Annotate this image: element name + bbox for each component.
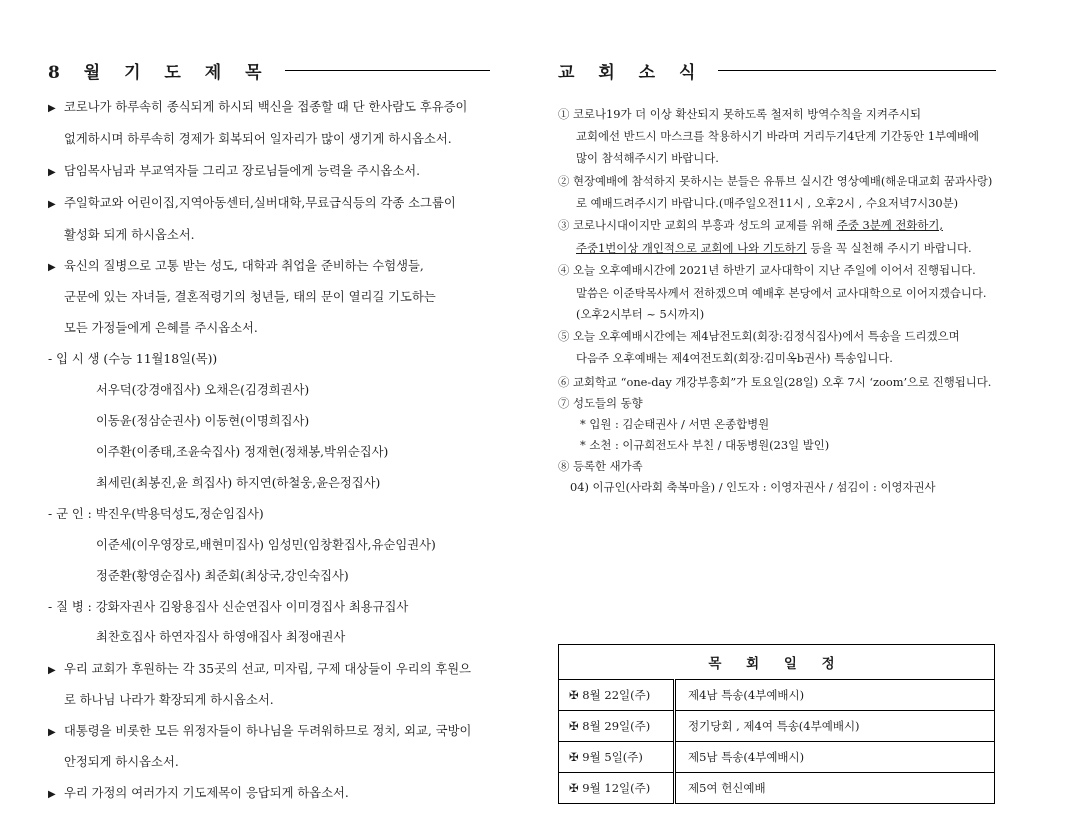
news-line-text: 교회에선 반드시 마스크를 착용하시기 바라며 거리두기4단계 기간동안 1부예배에 (576, 129, 979, 143)
schedule-date: ✠ 9월 5일(주) (559, 742, 675, 773)
prayer-line-text: 대통령을 비롯한 모든 위정자들이 하나님을 두려워하므로 정치, 외교, 국방이 (64, 724, 472, 738)
schedule-date: ✠ 8월 22일(주) (559, 680, 675, 711)
prayer-line-text: 육신의 질병으로 고통 받는 성도, 대학과 취업을 준비하는 수험생들, (64, 259, 424, 273)
news-line-text: 많이 참석해주시기 바랍니다. (576, 151, 719, 165)
news-line (576, 240, 972, 256)
news-line-text: 04) 이규인(사라회 축복마을) / 인도자 : 이영자권사 / 섬김이 : 이영자권사 (570, 480, 936, 494)
prayer-line-text: 이동윤(정삼순권사) 이동현(이명희집사) (96, 414, 310, 428)
prayer-line (48, 722, 471, 742)
triangle-bullet-icon: ▶ (48, 199, 56, 210)
prayer-line-text: 이준세(이우영장로,배현미집사) 임성민(임창환집사,유순임권사) (96, 538, 436, 552)
prayer-line (64, 319, 258, 337)
prayer-line (64, 288, 436, 306)
triangle-bullet-icon: ▶ (48, 727, 56, 738)
prayer-line (96, 536, 436, 554)
news-line-text: 말씀은 이준탁목사께서 전하겠으며 예배후 본당에서 교사대학으로 이어지겠습니다. (576, 286, 987, 300)
news-underlined-text: 주중1번이상 개인적으로 교회에 나와 기도하기 (576, 241, 807, 255)
prayer-line (64, 753, 179, 771)
news-line (576, 306, 704, 322)
schedule-row (559, 773, 995, 804)
news-line-text: * 소천 : 이규희전도사 부친 / 대동병원(23일 발인) (580, 438, 830, 452)
news-line-text: ② 현장예배에 참석하지 못하시는 분들은 유튜브 실시간 영상예배(해운대교회 꿈과사랑) (558, 174, 993, 188)
prayer-line (96, 381, 309, 399)
news-line-text: * 입원 : 김순태권사 / 서면 온종합병원 (580, 417, 770, 431)
prayer-line-text: 정준환(황영순집사) 최준회(최상국,강인숙집사) (96, 569, 349, 583)
prayer-line (48, 660, 471, 680)
triangle-bullet-icon: ▶ (48, 167, 56, 178)
triangle-bullet-icon: ▶ (48, 665, 56, 676)
prayer-line-text: - 군 인 : 박진우(박용덕성도,정순임집사) (48, 507, 264, 521)
news-line (576, 195, 958, 211)
news-line (576, 128, 979, 144)
news-line (580, 416, 769, 432)
news-line (558, 217, 943, 233)
news-line-text: ① 코로나19가 더 이상 확산되지 못하도록 철저히 방역수칙을 지켜주시되 (558, 107, 921, 121)
prayer-title: 8 월 기 도 제 목 (48, 63, 271, 83)
prayer-line (48, 784, 349, 804)
schedule-header-row (559, 645, 995, 680)
prayer-line-text: 로 하나님 나라가 확장되게 하시옵소서. (64, 693, 274, 707)
prayer-line (48, 162, 420, 182)
schedule-event: 정기당회 , 제4여 특송(4부예배시) (675, 711, 995, 742)
prayer-line-text: 최세린(최봉진,윤 희집사) 하지연(하철웅,윤은정집사) (96, 476, 381, 490)
news-line-text: ⑤ 오늘 오후예배시간에는 제4남전도회(회장:김정식집사)에서 특송을 드리겠으며 (558, 329, 960, 343)
news-line (576, 150, 719, 166)
schedule-row (559, 680, 995, 711)
news-line-text: ④ 오늘 오후예배시간에 2021년 하반기 교사대학이 지난 주일에 이어서 진행됩니다. (558, 263, 976, 277)
schedule-date: ✠ 8월 29일(주) (559, 711, 675, 742)
news-line (558, 328, 960, 344)
prayer-line (48, 598, 408, 616)
prayer-line-text: 주일학교와 어린이집,지역아동센터,실버대학,무료급식등의 각종 소그룹이 (64, 196, 456, 210)
prayer-line-text: 담임목사님과 부교역자들 그리고 장로님들에게 능력을 주시옵소서. (64, 164, 421, 178)
prayer-header (48, 58, 490, 83)
news-line (576, 350, 893, 366)
news-line-text: 다음주 오후예배는 제4여전도회(회장:김미옥b권사) 특송입니다. (576, 351, 893, 365)
prayer-line (48, 257, 424, 277)
prayer-line (48, 505, 264, 523)
news-line (558, 106, 921, 122)
triangle-bullet-icon: ▶ (48, 103, 56, 114)
prayer-line-text: 최찬호집사 하연자집사 하영애집사 최정애권사 (96, 630, 346, 644)
prayer-line-text: 활성화 되게 하시옵소서. (64, 228, 195, 242)
news-line (576, 285, 986, 301)
news-line (558, 458, 643, 474)
news-line (570, 479, 935, 495)
news-line (580, 437, 829, 453)
prayer-line-text: 안정되게 하시옵소서. (64, 755, 179, 769)
prayer-line (96, 567, 349, 585)
prayer-line (64, 130, 452, 148)
prayer-line-text: 서우덕(강경애집사) 오채은(김경희권사) (96, 383, 310, 397)
prayer-line (96, 443, 388, 461)
prayer-line (64, 691, 274, 709)
prayer-line (48, 350, 217, 368)
news-title-rule (718, 70, 996, 71)
schedule-date: ✠ 9월 12일(주) (559, 773, 675, 804)
prayer-line (96, 412, 309, 430)
triangle-bullet-icon: ▶ (48, 262, 56, 273)
prayer-line-text: - 입 시 생 (수능 11월18일(목)) (48, 352, 218, 366)
news-line-text: ⑥ 교회학교 “one-day 개강부흥회”가 토요일(28일) 오후 7시 ‘zoom’으로 진행됩니다. (558, 375, 992, 389)
news-underlined-text: 주중 3분께 전화하기, (836, 218, 943, 232)
schedule-row (559, 711, 995, 742)
news-line-text: ⑧ 등록한 새가족 (558, 459, 643, 473)
schedule-event: 제5남 특송(4부예배시) (675, 742, 995, 773)
prayer-line (48, 194, 456, 214)
news-line (558, 262, 976, 278)
prayer-line-text: 군문에 있는 자녀들, 결혼적령기의 청년들, 태의 문이 열리길 기도하는 (64, 290, 436, 304)
news-line-text: (오후2시부터 ~ 5시까지) (576, 307, 705, 321)
news-line (558, 374, 991, 390)
schedule-event: 제5여 헌신예배 (675, 773, 995, 804)
schedule-event: 제4남 특송(4부예배시) (688, 688, 805, 702)
prayer-line (48, 98, 467, 118)
news-line (558, 395, 643, 411)
news-line-text: ⑦ 성도들의 동향 (558, 396, 643, 410)
prayer-title-rule (285, 70, 490, 71)
prayer-line-text: 이주환(이종태,조윤숙집사) 정재현(정채봉,박위순집사) (96, 445, 389, 459)
news-line-text: 로 예배드려주시기 바랍니다.(매주일오전11시 , 오후2시 , 수요저녁7시30분) (576, 196, 959, 210)
news-line (558, 173, 992, 189)
news-line-text: ③ 코로나시대이지만 교회의 부흥과 성도의 교제를 위해 (558, 218, 837, 232)
prayer-line (64, 226, 195, 244)
prayer-line (96, 628, 345, 646)
prayer-line (96, 474, 380, 492)
schedule-title: 목 회 일 정 (559, 645, 995, 680)
prayer-line-text: 모든 가정들에게 은혜를 주시옵소서. (64, 321, 258, 335)
prayer-line-text: 우리 가정의 여러가지 기도제목이 응답되게 하옵소서. (64, 786, 349, 800)
prayer-line-text: - 질 병 : 강화자권사 김왕용집사 신순연집사 이미경집사 최용규집사 (48, 600, 409, 614)
schedule-table (558, 644, 995, 804)
news-header (558, 58, 996, 83)
news-title: 교 회 소 식 (558, 63, 705, 83)
schedule-row (559, 742, 995, 773)
prayer-line-text: 코로나가 하루속히 종식되게 하시되 백신을 접종할 때 단 한사람도 후유증이 (64, 100, 468, 114)
news-line-text: 등을 꼭 실천해 주시기 바랍니다. (806, 241, 972, 255)
triangle-bullet-icon: ▶ (48, 789, 56, 800)
prayer-line-text: 우리 교회가 후원하는 각 35곳의 선교, 미자립, 구제 대상들이 우리의 후원으 (64, 662, 472, 676)
prayer-line-text: 없게하시며 하루속히 경제가 회복되어 일자리가 많이 생기게 하시옵소서. (64, 132, 452, 146)
